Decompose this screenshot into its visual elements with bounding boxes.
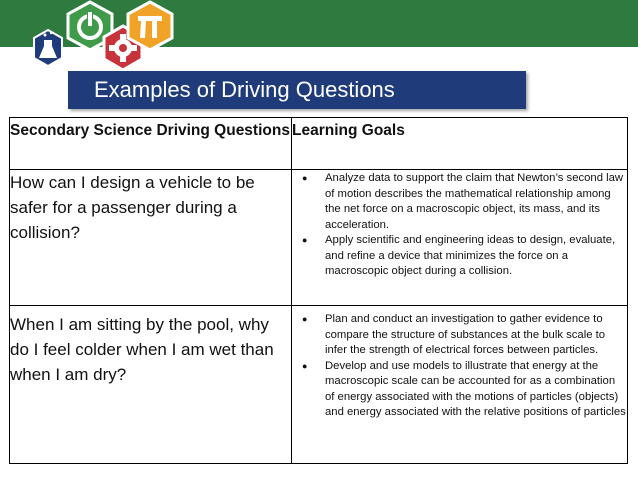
pi-icon: [128, 2, 172, 50]
stem-logo: [0, 0, 200, 70]
learning-goals-list: [292, 170, 627, 280]
list-item: [292, 359, 627, 421]
flask-icon: [34, 30, 62, 66]
list-item: [292, 312, 627, 359]
bullet-icon: ●: [302, 314, 308, 324]
col-header-questions: Secondary Science Driving Questions: [10, 118, 292, 170]
col-header-learning-goals: Learning Goals: [292, 118, 628, 170]
bullet-icon: ●: [302, 235, 308, 245]
slide-title: Examples of Driving Questions: [94, 77, 395, 102]
driving-question: How can I design a vehicle to be safer for a passenger during a collision?: [10, 170, 292, 306]
learning-goal: Develop and use models to illustrate that energy at the macroscopic scale can be accounted for as a combination of energy associated with the motions of particles (objects) and energy associated with the relative positions of particles: [325, 359, 626, 418]
driving-question: When I am sitting by the pool, why do I feel colder when I am wet than when I am dry?: [10, 306, 292, 464]
table-row: [10, 306, 628, 464]
learning-goals-cell: [292, 306, 628, 464]
learning-goal: Analyze data to support the claim that Newton’s second law of motion describes the mathematical relationship among the net force on a macroscopic object, its mass, and its acceleration.: [325, 172, 624, 231]
bullet-icon: ●: [302, 360, 308, 371]
bullet-icon: ●: [302, 173, 308, 183]
list-item: [292, 171, 627, 233]
driving-questions-table: [9, 117, 628, 464]
table-row: [10, 170, 628, 306]
title-bar: [68, 71, 526, 109]
learning-goal: Plan and conduct an investigation to gather evidence to compare the structure of substances at the bulk scale to infer the strength of electrical forces between particles.: [325, 313, 606, 356]
learning-goals-cell: [292, 170, 628, 306]
learning-goals-list: [292, 306, 627, 421]
list-item: [292, 233, 627, 280]
learning-goal: Apply scientific and engineering ideas to design, evaluate, and refine a device that minimizes the force on a macroscopic object during a collision.: [325, 234, 616, 277]
table-header-row: [10, 118, 628, 170]
